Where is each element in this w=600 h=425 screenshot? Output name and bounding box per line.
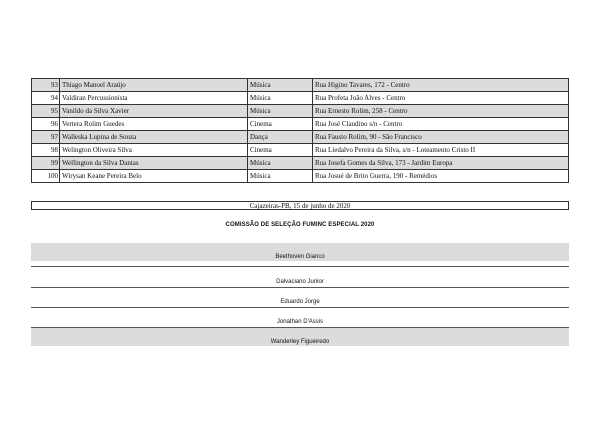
row-name: Valdiran Percussionista [60, 92, 248, 105]
signature-block [31, 268, 569, 286]
row-name: Thiago Manoel Araújo [60, 79, 248, 92]
row-area: Música [248, 79, 313, 92]
table-row [32, 92, 569, 105]
row-name: Walleska Lupina de Souza [60, 131, 248, 144]
row-address: Rua Josefa Gomes da Silva, 173 - Jardim Europa [313, 157, 569, 170]
signature-block [31, 308, 569, 326]
row-area: Música [248, 170, 313, 183]
row-number: 95 [32, 105, 60, 118]
signature-block [31, 328, 569, 346]
row-area: Música [248, 92, 313, 105]
row-address: Rua José Claudino s/n - Centro [313, 118, 569, 131]
signature-block [31, 243, 569, 261]
row-number: 94 [32, 92, 60, 105]
table-row [32, 131, 569, 144]
row-area: Cinema [248, 118, 313, 131]
signature-block [31, 288, 569, 306]
committee-title: COMISSÃO DE SELEÇÃO FUMINC ESPECIAL 2020 [225, 222, 375, 228]
row-number: 97 [32, 131, 60, 144]
signature-divider [31, 266, 569, 267]
row-number: 99 [32, 157, 60, 170]
signature-name: Jonathan D'Assis [276, 319, 324, 325]
row-number: 96 [32, 118, 60, 131]
row-address: Rua Higino Tavares, 172 - Centro [313, 79, 569, 92]
row-address: Rua Fausto Rolim, 90 - São Francisco [313, 131, 569, 144]
signature-name: Wanderley Figueiredo [270, 339, 330, 345]
signature-name: Eduardo Jorge [280, 299, 320, 305]
row-number: 98 [32, 144, 60, 157]
table-row [32, 118, 569, 131]
participants-table-body [32, 79, 569, 183]
row-area: Dança [248, 131, 313, 144]
row-number: 93 [32, 79, 60, 92]
date-line: Cajazeiras-PB, 15 de junho de 2020 [31, 201, 569, 210]
row-area: Música [248, 105, 313, 118]
table-row [32, 105, 569, 118]
participants-table [31, 78, 569, 183]
row-address: Rua Profeta João Alves - Centro [313, 92, 569, 105]
row-area: Música [248, 157, 313, 170]
table-row [32, 144, 569, 157]
table-row [32, 170, 569, 183]
row-number: 100 [32, 170, 60, 183]
row-name: Vanildo da Silva Xavier [60, 105, 248, 118]
signature-name: Beethoven Gianco [275, 254, 325, 260]
row-name: Wirysan Keane Pereira Belo [60, 170, 248, 183]
row-name: Welington Oliveira Silva [60, 144, 248, 157]
row-address: Rua Ernesto Rolim, 258 - Centro [313, 105, 569, 118]
row-name: Vertera Rolim Guedes [60, 118, 248, 131]
row-address: Rua Josué de Brito Guerra, 190 - Remédios [313, 170, 569, 183]
row-address: Rua Liedalvo Pereira da Silva, s/n - Loteamento Cristo II [313, 144, 569, 157]
table-row [32, 157, 569, 170]
row-area: Cinema [248, 144, 313, 157]
signature-name: Dalvaciano Junior [276, 279, 324, 285]
table-row [32, 79, 569, 92]
row-name: Wellington da Silva Dantas [60, 157, 248, 170]
